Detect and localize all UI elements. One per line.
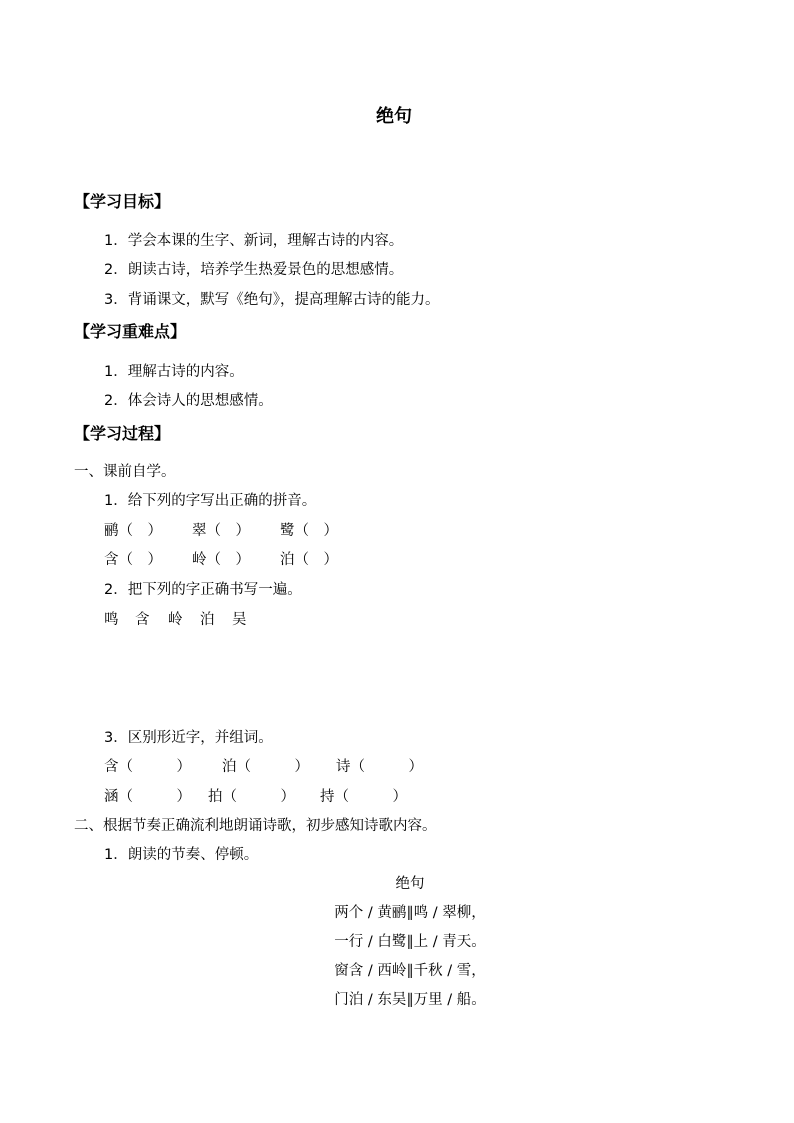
part1-question-2: 2．把下列的字正确书写一遍。 bbox=[104, 582, 302, 598]
pinyin-blank: 鹭（ ） bbox=[280, 523, 338, 539]
part1-title: 一、课前自学。 bbox=[74, 464, 176, 480]
part1-question-1: 1．给下列的字写出正确的拼音。 bbox=[104, 493, 317, 509]
write-char: 含 bbox=[135, 612, 150, 628]
compare-blank: 涵（ ） bbox=[104, 789, 191, 805]
pinyin-blank: 翠（ ） bbox=[192, 523, 250, 539]
part1-question-3: 3．区别形近字，并组词。 bbox=[104, 730, 273, 746]
poem-title: 绝句 bbox=[395, 876, 425, 892]
pinyin-blank: 含（ ） bbox=[104, 552, 162, 568]
write-char: 鸣 bbox=[104, 612, 119, 628]
section-heading-process: 【学习过程】 bbox=[74, 424, 171, 443]
compare-blank: 含（ ） bbox=[104, 759, 191, 775]
poem-line: 两个 / 黄鹂∥鸣 / 翠柳， bbox=[334, 905, 486, 921]
part2-title: 二、根据节奏正确流利地朗诵诗歌，初步感知诗歌内容。 bbox=[74, 818, 437, 834]
write-char: 吴 bbox=[232, 612, 247, 628]
goal-item-1: 1．学会本课的生字、新词，理解古诗的内容。 bbox=[104, 233, 404, 249]
pinyin-blank: 岭（ ） bbox=[192, 552, 250, 568]
compare-blank: 泊（ ） bbox=[222, 759, 309, 775]
section-heading-key-points: 【学习重难点】 bbox=[74, 322, 187, 341]
pinyin-blank: 鹂（ ） bbox=[104, 523, 162, 539]
write-char: 泊 bbox=[200, 612, 215, 628]
poem-line: 门泊 / 东吴∥万里 / 船。 bbox=[334, 992, 486, 1008]
write-char: 岭 bbox=[168, 612, 183, 628]
compare-blank: 持（ ） bbox=[320, 789, 407, 805]
goal-item-3: 3．背诵课文，默写《绝句》，提高理解古诗的能力。 bbox=[104, 292, 440, 308]
poem-line: 窗含 / 西岭∥千秋 / 雪， bbox=[334, 963, 486, 979]
compare-blank: 拍（ ） bbox=[208, 789, 295, 805]
key-point-item-1: 1．理解古诗的内容。 bbox=[104, 364, 244, 380]
compare-blank: 诗（ ） bbox=[336, 759, 423, 775]
page-title: 绝句 bbox=[376, 106, 412, 127]
poem-line: 一行 / 白鹭∥上 / 青天。 bbox=[334, 934, 486, 950]
key-point-item-2: 2．体会诗人的思想感情。 bbox=[104, 393, 273, 409]
part2-question-1: 1．朗读的节奏、停顿。 bbox=[104, 847, 259, 863]
section-heading-goals: 【学习目标】 bbox=[74, 192, 171, 211]
goal-item-2: 2．朗读古诗，培养学生热爱景色的思想感情。 bbox=[104, 262, 404, 278]
pinyin-blank: 泊（ ） bbox=[280, 552, 338, 568]
